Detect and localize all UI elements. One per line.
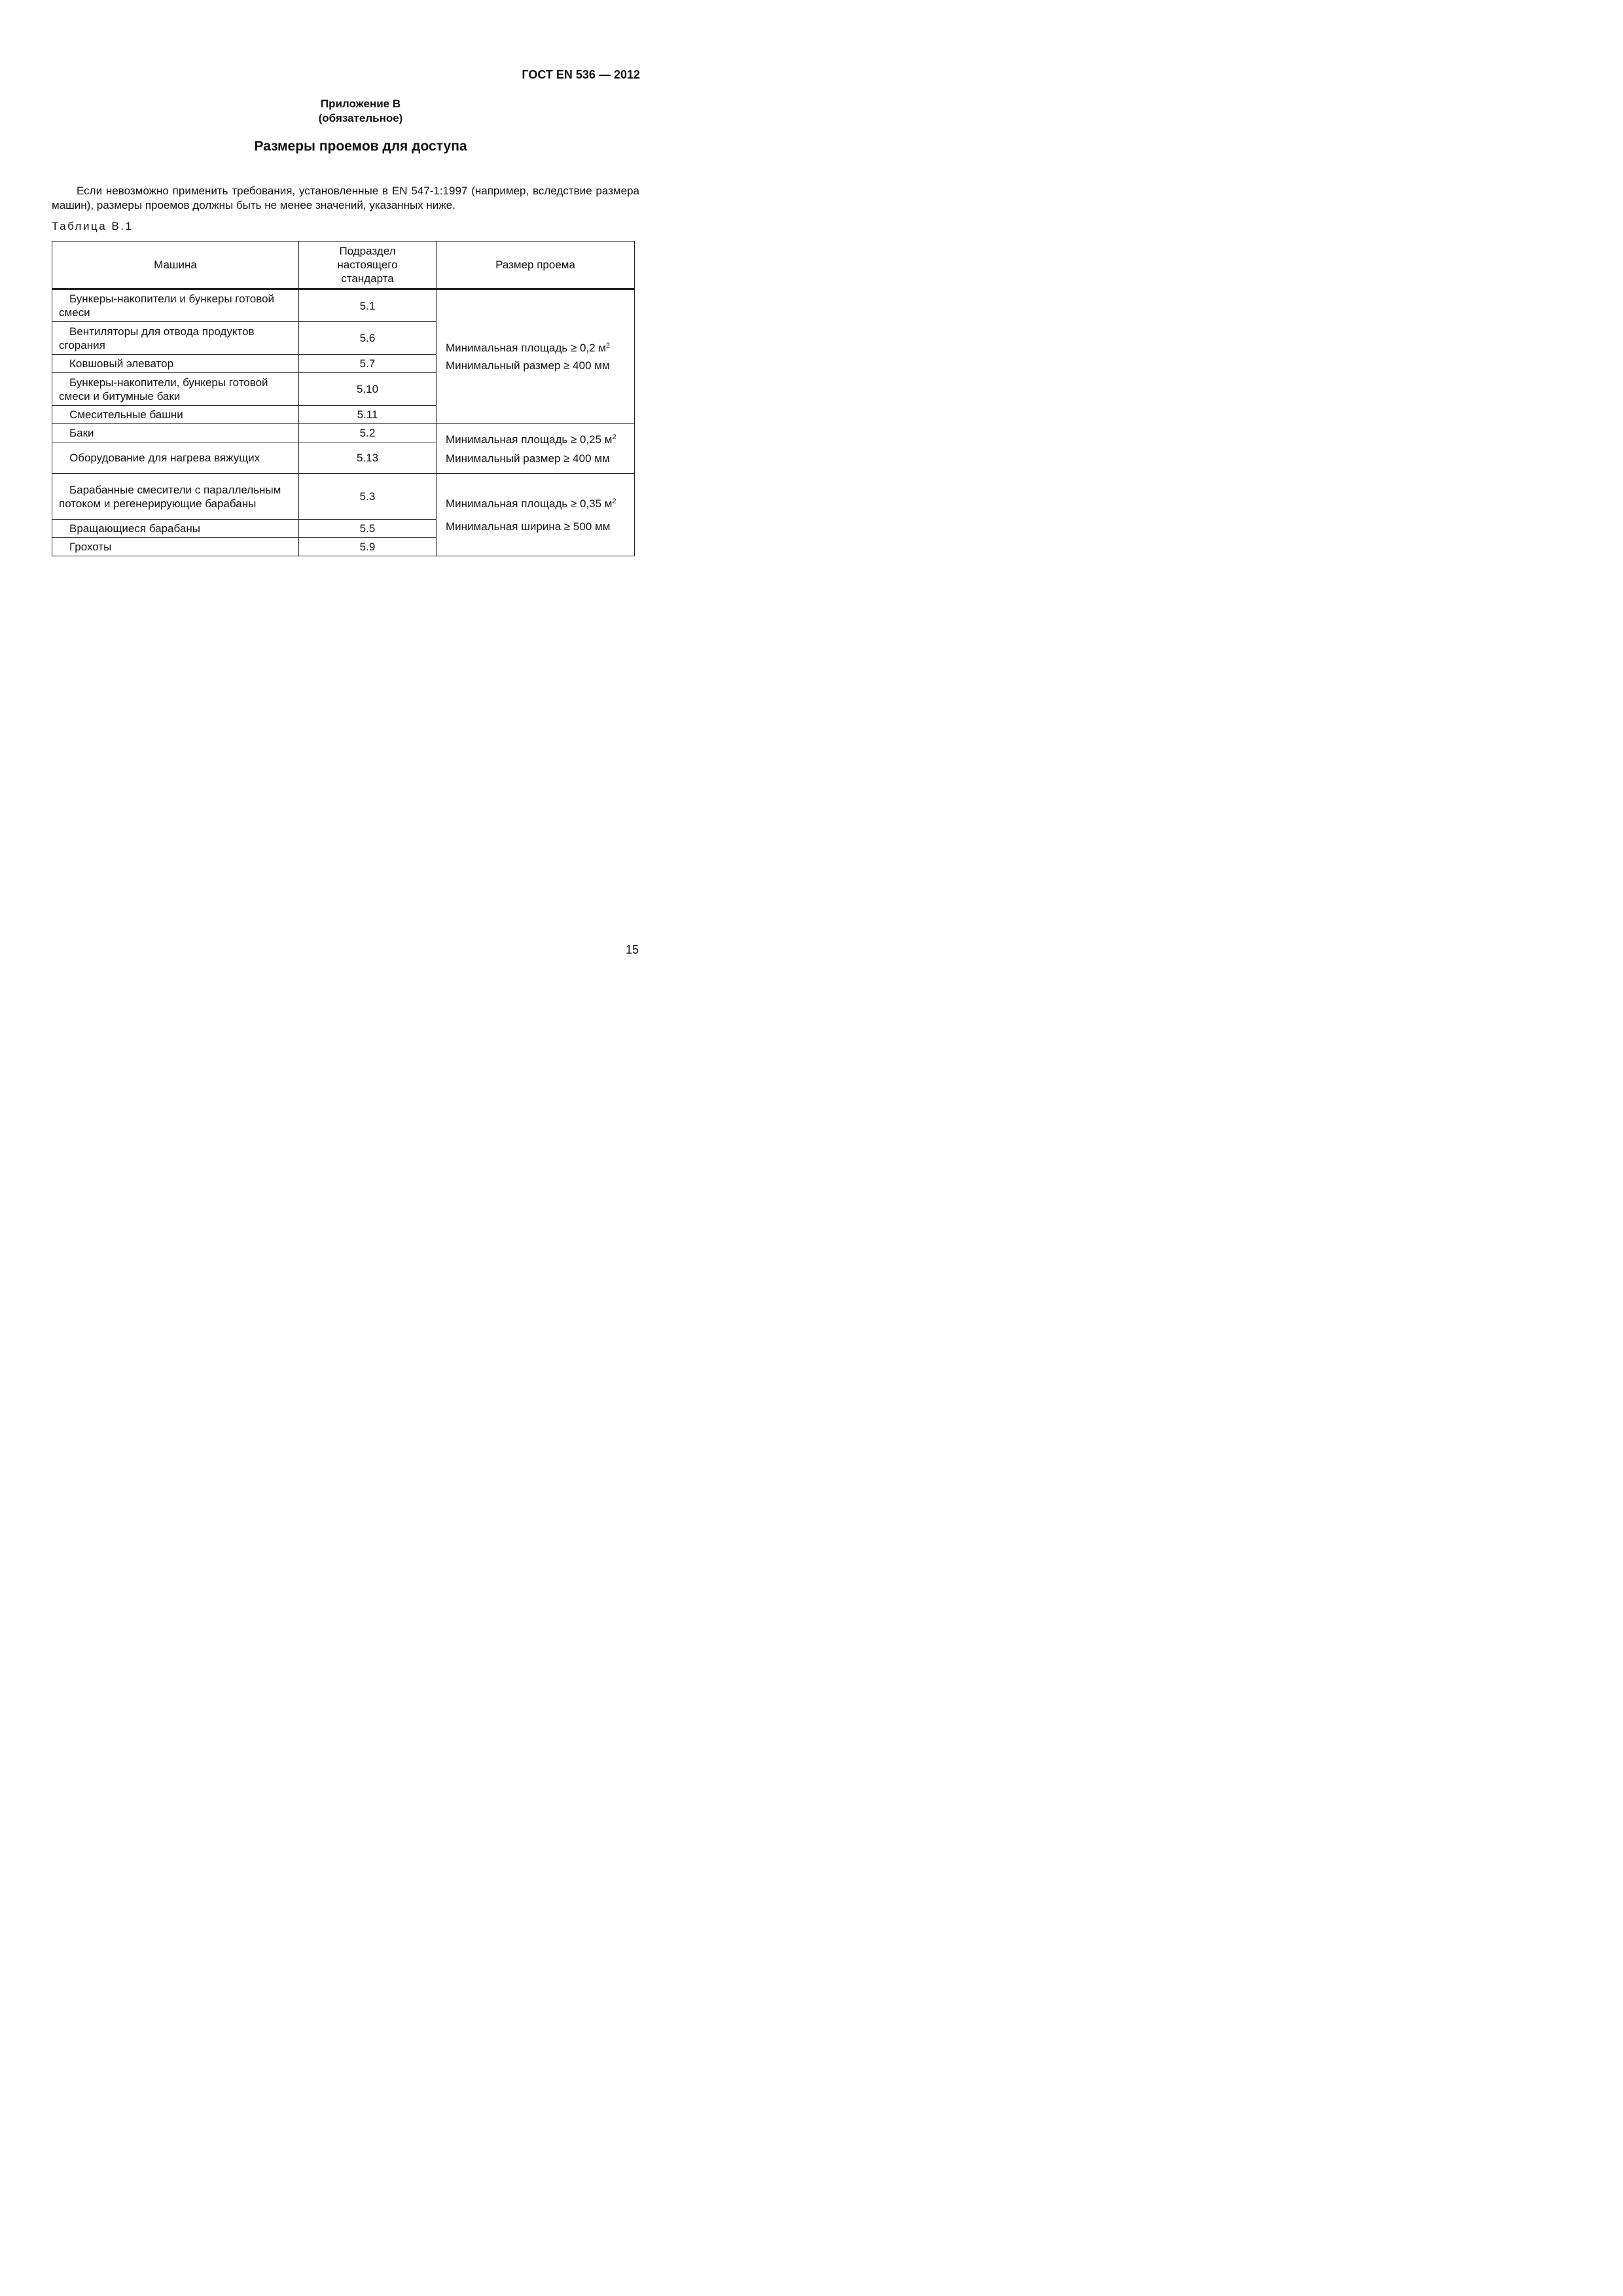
intro-paragraph: Если невозможно применить требования, установленные в EN 547-1:1997 (например, вследствие размера машин), размеры проемов должны быть не менее значений, указанных ниже. <box>52 185 639 211</box>
machine-cell: Бункеры-накопители и бункеры готовой смеси <box>52 289 299 322</box>
size-dimension: Минимальный размер ≥ 400 мм <box>446 359 610 372</box>
annex-heading <box>0 97 721 126</box>
size-dimension: Минимальная ширина ≥ 500 мм <box>446 520 611 533</box>
table-row <box>52 474 635 520</box>
header-section: Подраздел настоящего стандарта <box>299 242 437 289</box>
size-area-exponent: 2 <box>612 433 616 441</box>
table-row <box>52 424 635 442</box>
table-header-row <box>52 242 635 289</box>
machine-cell: Оборудование для нагрева вяжущих <box>52 442 299 474</box>
machine-cell: Грохоты <box>52 538 299 556</box>
size-cell <box>437 474 635 556</box>
opening-sizes-table <box>52 241 635 556</box>
machine-cell: Смесительные башни <box>52 406 299 424</box>
annex-label: Приложение В <box>320 98 401 110</box>
size-area <box>446 341 628 355</box>
header-machine: Машина <box>52 242 299 289</box>
section-cell: 5.2 <box>299 424 437 442</box>
size-dimension: Минимальный размер ≥ 400 мм <box>446 452 610 465</box>
size-cell <box>437 289 635 424</box>
document-page <box>0 0 721 1020</box>
page-title: Размеры проемов для доступа <box>254 139 467 154</box>
size-area <box>446 433 628 446</box>
machine-cell: Бункеры-накопители, бункеры готовой смеси и битумные баки <box>52 373 299 406</box>
document-code: ГОСТ EN 536 — 2012 <box>522 68 640 81</box>
machine-cell: Вентиляторы для отвода продуктов сгорания <box>52 322 299 355</box>
section-cell: 5.11 <box>299 406 437 424</box>
machine-cell: Барабанные смесители с параллельным потоком и регенерирующие барабаны <box>52 474 299 520</box>
size-area-exponent: 2 <box>612 497 616 505</box>
machine-cell: Баки <box>52 424 299 442</box>
annex-status: (обязательное) <box>318 112 403 124</box>
size-cell <box>437 424 635 474</box>
table-row <box>52 289 635 322</box>
page-number: 15 <box>625 943 639 956</box>
header-size: Размер проема <box>437 242 635 289</box>
section-cell: 5.10 <box>299 373 437 406</box>
section-cell: 5.3 <box>299 474 437 520</box>
table-label: Таблица В.1 <box>52 220 134 232</box>
size-area-exponent: 2 <box>606 342 611 350</box>
size-area-text: Минимальная площадь ≥ 0,2 м <box>446 342 607 354</box>
section-cell: 5.13 <box>299 442 437 474</box>
size-area-text: Минимальная площадь ≥ 0,25 м <box>446 433 613 446</box>
section-cell: 5.6 <box>299 322 437 355</box>
section-cell: 5.1 <box>299 289 437 322</box>
size-area-text: Минимальная площадь ≥ 0,35 м <box>446 497 613 510</box>
machine-cell: Вращающиеся барабаны <box>52 520 299 538</box>
size-area <box>446 497 628 511</box>
machine-cell: Ковшовый элеватор <box>52 355 299 373</box>
section-cell: 5.7 <box>299 355 437 373</box>
section-cell: 5.5 <box>299 520 437 538</box>
section-cell: 5.9 <box>299 538 437 556</box>
